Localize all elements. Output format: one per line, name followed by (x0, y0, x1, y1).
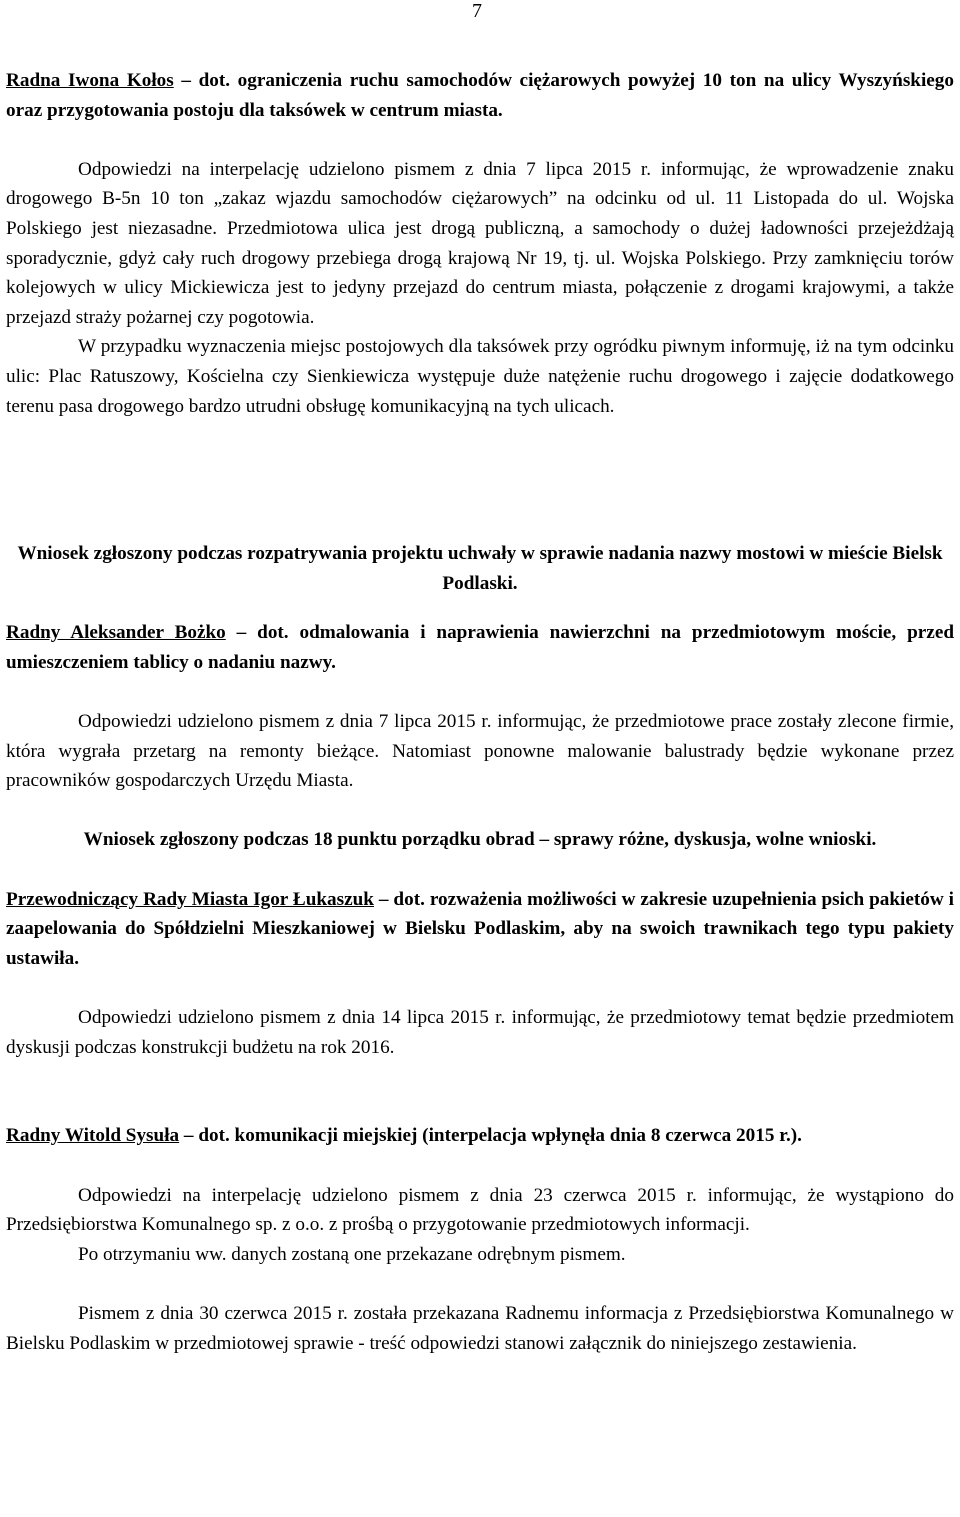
page-number: 7 (472, 0, 482, 22)
section3-heading (6, 885, 954, 974)
section2-title: Wniosek zgłoszony podczas rozpatrywania projektu uchwały w sprawie nadania nazwy mostowi w mieście Bielsk Podlaski. (17, 543, 943, 594)
section1-paragraph-1-part-a: Odpowiedzi na interpelację udzielono pismem z dnia 7 lipca 2015 r. informując, że wprowadzenie znaku drogowego B-5n 10 ton „zakaz wjazdu samochodów ciężarowych” na odcinku od ul. 11 Listopada do ul. Wojska Polskiego jest niezasadne. (6, 158, 954, 239)
section4-heading-name: Radny Witold Sysuła (6, 1125, 180, 1147)
section4-heading-rest: – dot. komunikacji miejskiej (interpelacja wpłynęła dnia 8 czerwca 2015 r.). (179, 1125, 802, 1147)
section3-heading-name: Przewodniczący Rady Miasta Igor Łukaszuk (6, 888, 374, 910)
section3-heading-rest: – dot. rozważenia możliwości w zakresie uzupełnienia psich pakietów i zaapelowania do Spółdzielni Mieszkaniowej w Bielsku Podlaskim, aby na swoich trawnikach tego typu pakiety ustawiła. (6, 888, 954, 969)
section2-heading (6, 618, 954, 677)
section3-title: Wniosek zgłoszony podczas 18 punktu porządku obrad – sprawy różne, dyskusja, wolne wnioski. (83, 829, 877, 851)
section2-heading-name: Radny Aleksander Bożko (6, 622, 226, 644)
section4-paragraph-3: Pismem z dnia 30 czerwca 2015 r. została przekazana Radnemu informacja z Przedsiębiorstwa Komunalnego w Bielsku Podlaskim w przedmiotowej sprawie - treść odpowiedzi stanowi załącznik do niniejszego zestawienia. (6, 1302, 954, 1354)
section1-heading-rest: dot. ograniczenia ruchu samochodów ciężarowych powyżej 10 ton na ulicy Wyszyńskiego oraz przygotowania postoju dla taksówek w centrum miasta. (6, 70, 954, 121)
section1-heading-sep: – (173, 70, 199, 91)
section1-heading (6, 66, 954, 125)
section3-paragraph: Odpowiedzi udzielono pismem z dnia 14 lipca 2015 r. informując, że przedmiotowy temat będzie przedmiotem dyskusji podczas konstrukcji budżetu na rok 2016. (6, 1007, 954, 1058)
section4-paragraph-1: Odpowiedzi na interpelację udzielono pismem z dnia 23 czerwca 2015 r. informując, że wystąpiono do Przedsiębiorstwa Komunalnego sp. z o.o. z prośbą o przygotowanie przedmiotowych informacji. (6, 1184, 954, 1236)
section4-paragraph-2: Po otrzymaniu ww. danych zostaną one przekazane odrębnym pismem. (78, 1243, 626, 1265)
document-body (6, 66, 954, 1358)
section1-paragraph-2: W przypadku wyznaczenia miejsc postojowych dla taksówek przy ogródku piwnym informuję, iż na tym odcinku ulic: Plac Ratuszowy, Kościelna czy Sienkiewicza występuje duże natężenie ruchu drogowego i zajęcie dodatkowego terenu pasa drogowego bardzo utrudni obsługę komunikacyjną na tych ulicach. (6, 336, 954, 417)
section2-paragraph: Odpowiedzi udzielono pismem z dnia 7 lipca 2015 r. informując, że przedmiotowe prace zostały zlecone firmie, która wygrała przetarg na remonty bieżące. Natomiast ponowne malowanie balustrady będzie wykonane przez pracowników gospodarczych Urzędu Miasta. (6, 711, 954, 792)
section1-paragraph-1 (6, 155, 954, 333)
section1-paragraph-1-part-b: Przedmiotowa ulica jest drogą publiczną, a samochody o dużej ładowności przejeżdżają sporadycznie, gdyż cały ruch drogowy przebiega drogą krajową Nr 19, tj. ul. Wojska Polskiego. Przy zamknięciu torów kolejowych w ulicy Mickiewicza jest to jedyny przejazd do centrum miasta, połączenie z drogami krajowymi, a także przejazd straży pożarnej czy pogotowia. (6, 217, 954, 328)
section2-heading-rest: – dot. odmalowania i naprawienia nawierzchni na przedmiotowym moście, przed umieszczeniem tablicy o nadaniu nazwy. (6, 622, 955, 673)
section1-heading-name: Radna Iwona Kołos (6, 70, 174, 91)
section4-heading (6, 1121, 954, 1151)
